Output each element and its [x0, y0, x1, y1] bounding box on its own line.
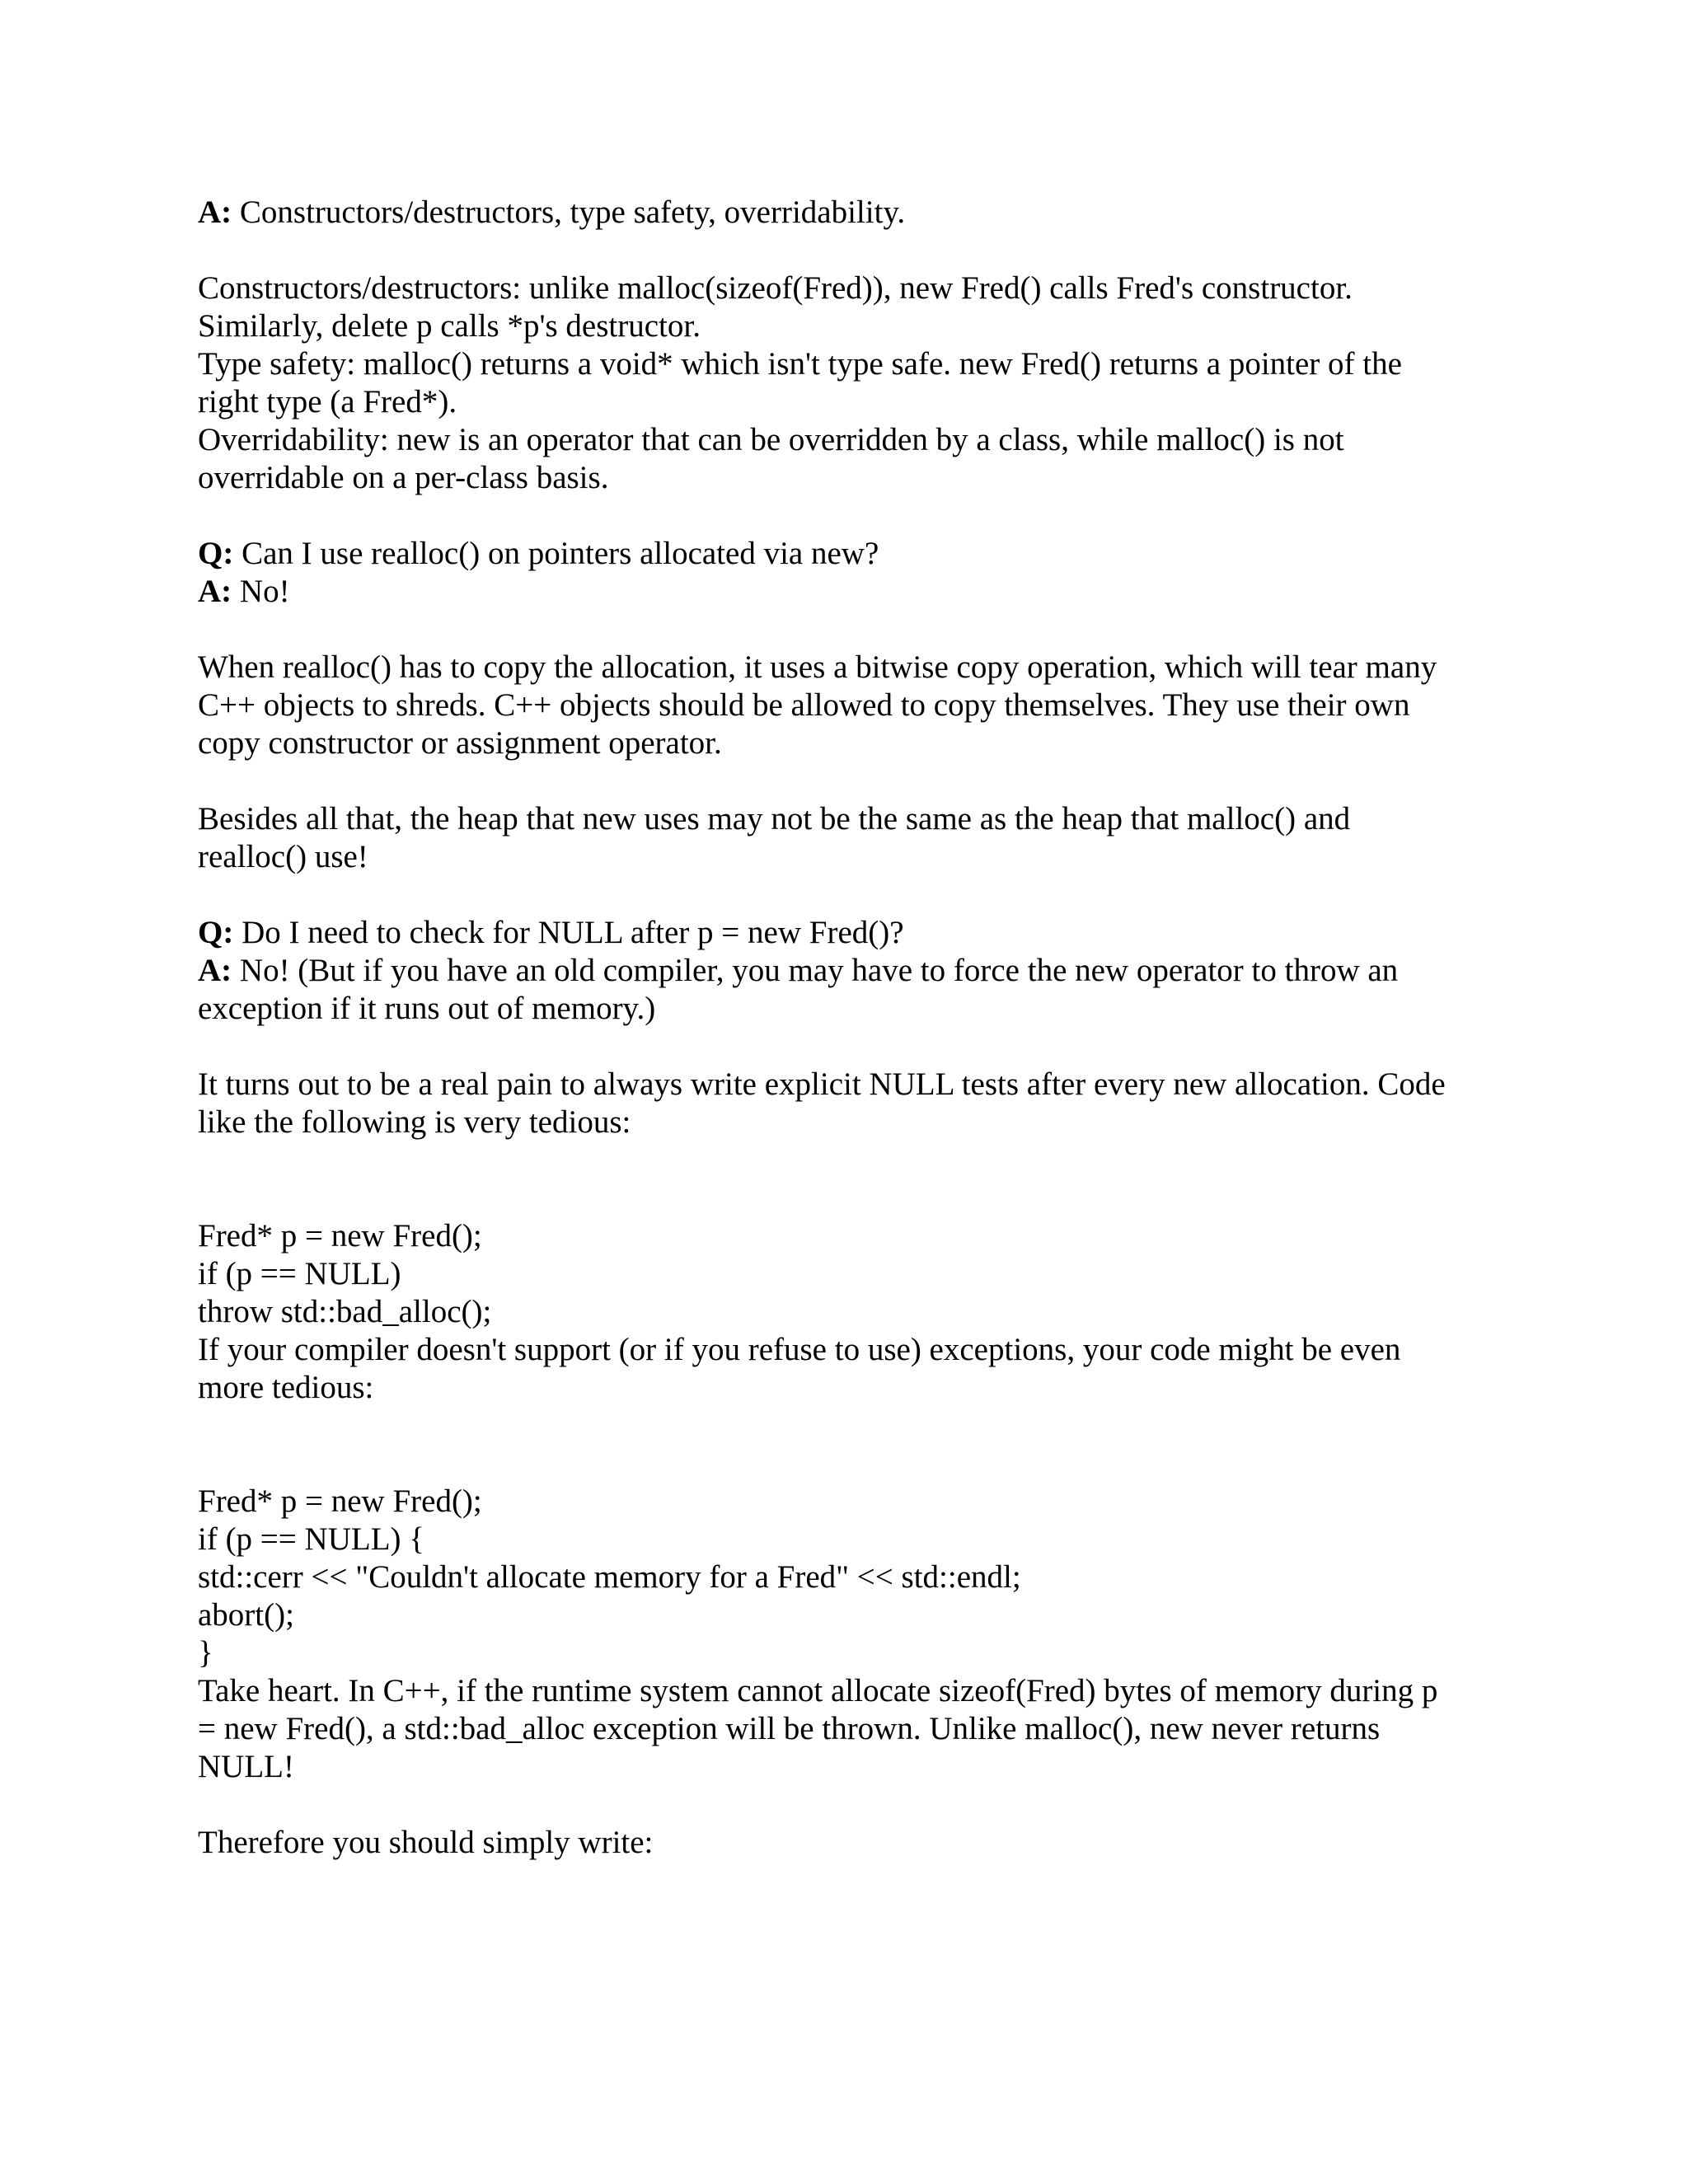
question-3: [198, 914, 1500, 1028]
paragraph-realloc: [198, 649, 1500, 762]
question-text: Do I need to check for NULL after p = new Fred()?: [233, 915, 904, 950]
paragraph-null-tests: [198, 1066, 1500, 1141]
text-line: Besides all that, the heap that new uses may not be the same as the heap that malloc() and: [198, 801, 1351, 837]
text-line: more tedious:: [198, 1370, 374, 1405]
code-line: }: [198, 1635, 213, 1671]
text-line: Take heart. In C++, if the runtime system cannot allocate sizeof(Fred) bytes of memory during p: [198, 1673, 1438, 1708]
answer-label: A:: [198, 953, 232, 988]
text-line: = new Fred(), a std::bad_alloc exception will be thrown. Unlike malloc(), new never returns: [198, 1711, 1381, 1746]
question-line: [198, 914, 1500, 952]
text-line: right type (a Fred*).: [198, 384, 457, 419]
text-line: realloc() use!: [198, 839, 368, 874]
code-line: throw std::bad_alloc();: [198, 1294, 492, 1329]
code-line: Fred* p = new Fred();: [198, 1483, 482, 1519]
answer-1: [198, 194, 1500, 232]
paragraph-therefore: [198, 1824, 1500, 1862]
text-line: When realloc() has to copy the allocation, it uses a bitwise copy operation, which will tear many: [198, 649, 1437, 685]
text-line: Type safety: malloc() returns a void* which isn't type safe. new Fred() returns a pointer of the: [198, 346, 1402, 382]
text-line: like the following is very tedious:: [198, 1104, 631, 1140]
text-line: C++ objects to shreds. C++ objects should be allowed to copy themselves. They use their own: [198, 687, 1410, 723]
text-line: Therefore you should simply write:: [198, 1825, 654, 1860]
code-block-2: [198, 1483, 1500, 1672]
text-line: overridable on a per-class basis.: [198, 460, 609, 495]
paragraph-constructors: [198, 269, 1500, 497]
answer-text: Constructors/destructors, type safety, overridability.: [232, 194, 906, 230]
paragraph-heap: [198, 800, 1500, 876]
answer-text: No!: [232, 574, 290, 609]
answer-text: No! (But if you have an old compiler, you may have to force the new operator to throw an: [232, 953, 1399, 988]
answer-line: exception if it runs out of memory.): [198, 991, 656, 1026]
code-line: Fred* p = new Fred();: [198, 1218, 482, 1254]
paragraph-take-heart: [198, 1672, 1500, 1786]
code-line: if (p == NULL) {: [198, 1521, 424, 1557]
question-label: Q:: [198, 536, 234, 571]
text-line: It turns out to be a real pain to always write explicit NULL tests after every new allocation. Code: [198, 1066, 1446, 1102]
answer-label: A:: [198, 194, 232, 230]
text-line: Overridability: new is an operator that can be overridden by a class, while malloc() is not: [198, 422, 1344, 457]
text-line: If your compiler doesn't support (or if you refuse to use) exceptions, your code might be even: [198, 1332, 1401, 1367]
text-line: Similarly, delete p calls *p's destructor.: [198, 308, 701, 344]
paragraph-exceptions: [198, 1331, 1500, 1407]
question-2: [198, 535, 1500, 611]
document-page: [198, 194, 1500, 1862]
text-line: Constructors/destructors: unlike malloc(sizeof(Fred)), new Fred() calls Fred's constructor.: [198, 270, 1353, 306]
text-line: copy constructor or assignment operator.: [198, 725, 722, 761]
code-line: abort();: [198, 1597, 294, 1633]
answer-line: [198, 952, 1500, 990]
code-line: if (p == NULL): [198, 1256, 401, 1291]
text-line: NULL!: [198, 1749, 294, 1784]
question-text: Can I use realloc() on pointers allocated via new?: [233, 536, 879, 571]
code-block-1: [198, 1217, 1500, 1331]
answer-line: [198, 573, 1500, 611]
code-line: std::cerr << "Couldn't allocate memory for a Fred" << std::endl;: [198, 1559, 1021, 1595]
question-line: [198, 535, 1500, 573]
answer-label: A:: [198, 574, 232, 609]
question-label: Q:: [198, 915, 234, 950]
